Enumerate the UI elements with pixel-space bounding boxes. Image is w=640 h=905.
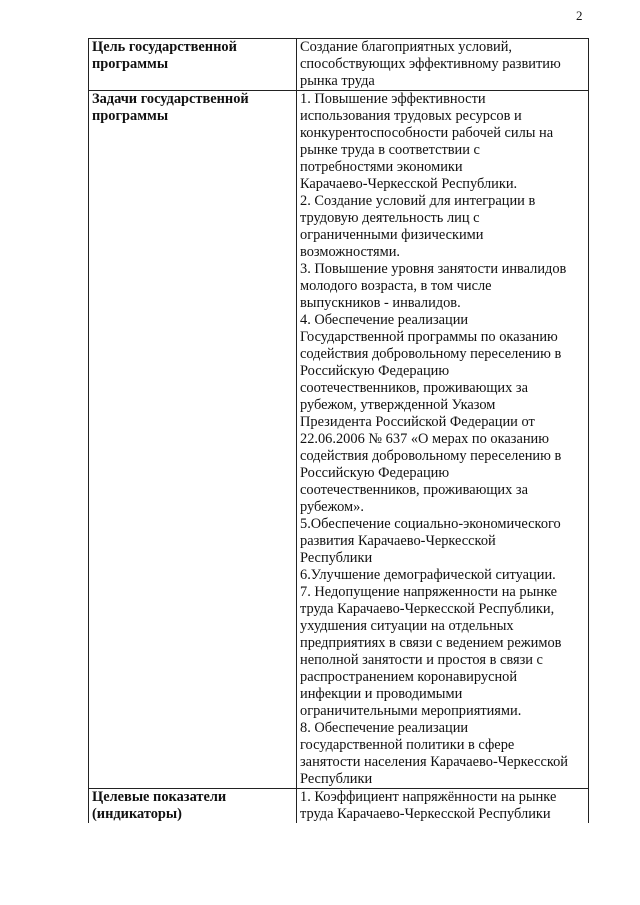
row-label	[89, 39, 297, 91]
value-line: соотечественников, проживающих за	[300, 482, 528, 498]
program-passport-table	[88, 38, 589, 823]
value-line: Президента Российской Федерации от	[300, 414, 535, 430]
row-value	[297, 39, 589, 91]
value-line: выпускников - инвалидов.	[300, 295, 461, 311]
page-number: 2	[576, 8, 583, 23]
value-line: конкурентоспособности рабочей силы на	[300, 125, 554, 141]
label-line: программы	[92, 56, 169, 72]
value-line: соотечественников, проживающих за	[300, 380, 528, 396]
value-line: способствующих эффективному развитию	[300, 56, 561, 72]
value-line: труда Карачаево-Черкесской Республики,	[300, 601, 555, 617]
value-line: молодого возраста, в том числе	[300, 278, 492, 294]
row-label	[89, 789, 297, 824]
value-line: возможностями.	[300, 244, 401, 260]
value-line: Российскую Федерацию	[300, 363, 450, 379]
row-label	[89, 91, 297, 789]
value-line: рынке труда в соответствии с	[300, 142, 480, 158]
value-line: Республики	[300, 771, 373, 787]
value-line: предприятиях в связи с ведением режимов	[300, 635, 562, 651]
value-line: 7. Недопущение напряженности на рынке	[300, 584, 558, 600]
value-line: инфекции и проводимыми	[300, 686, 463, 702]
value-line: ограничительными мероприятиями.	[300, 703, 522, 719]
value-line: ограниченными физическими	[300, 227, 484, 243]
value-line: 5.Обеспечение социально-экономического	[300, 516, 561, 532]
value-line: Государственной программы по оказанию	[300, 329, 558, 345]
value-line: Российскую Федерацию	[300, 465, 450, 481]
value-line: труда Карачаево-Черкесской Республики	[300, 806, 551, 822]
value-line: Республики	[300, 550, 373, 566]
value-line: содействия добровольному переселению в	[300, 448, 562, 464]
label-line: Целевые показатели	[92, 789, 227, 805]
label-line: Задачи государственной	[92, 91, 249, 107]
label-line: Цель государственной	[92, 39, 237, 55]
row-value	[297, 91, 589, 789]
label-line: (индикаторы)	[92, 806, 182, 822]
value-line: 22.06.2006 № 637 «О мерах по оказанию	[300, 431, 549, 447]
value-line: государственной политики в сфере	[300, 737, 515, 753]
value-line: рубежом, утвержденной Указом	[300, 397, 496, 413]
value-line: неполной занятости и простоя в связи с	[300, 652, 543, 668]
program-tasks-row	[89, 91, 589, 789]
value-line: 3. Повышение уровня занятости инвалидов	[300, 261, 567, 277]
value-line: распространением коронавирусной	[300, 669, 518, 685]
value-line: трудовую деятельность лиц с	[300, 210, 480, 226]
program-goal-row	[89, 39, 589, 91]
value-line: 1. Повышение эффективности	[300, 91, 486, 107]
value-line: занятости населения Карачаево-Черкесской	[300, 754, 568, 770]
value-line: Создание благоприятных условий,	[300, 39, 513, 55]
value-line: Карачаево-Черкесской Республики.	[300, 176, 518, 192]
value-line: ухудшения ситуации на отдельных	[300, 618, 514, 634]
row-value	[297, 789, 589, 824]
target-indicators-row	[89, 789, 589, 824]
value-line: развития Карачаево-Черкесской	[300, 533, 496, 549]
value-line: потребностями экономики	[300, 159, 463, 175]
value-line: содействия добровольному переселению в	[300, 346, 562, 362]
value-line: 2. Создание условий для интеграции в	[300, 193, 536, 209]
label-line: программы	[92, 108, 169, 124]
value-line: 6.Улучшение демографической ситуации.	[300, 567, 556, 583]
value-line: 1. Коэффициент напряжённости на рынке	[300, 789, 557, 805]
value-line: рубежом».	[300, 499, 364, 515]
value-line: рынка труда	[300, 73, 375, 89]
value-line: 4. Обеспечение реализации	[300, 312, 469, 328]
value-line: 8. Обеспечение реализации	[300, 720, 469, 736]
value-line: использования трудовых ресурсов и	[300, 108, 522, 124]
